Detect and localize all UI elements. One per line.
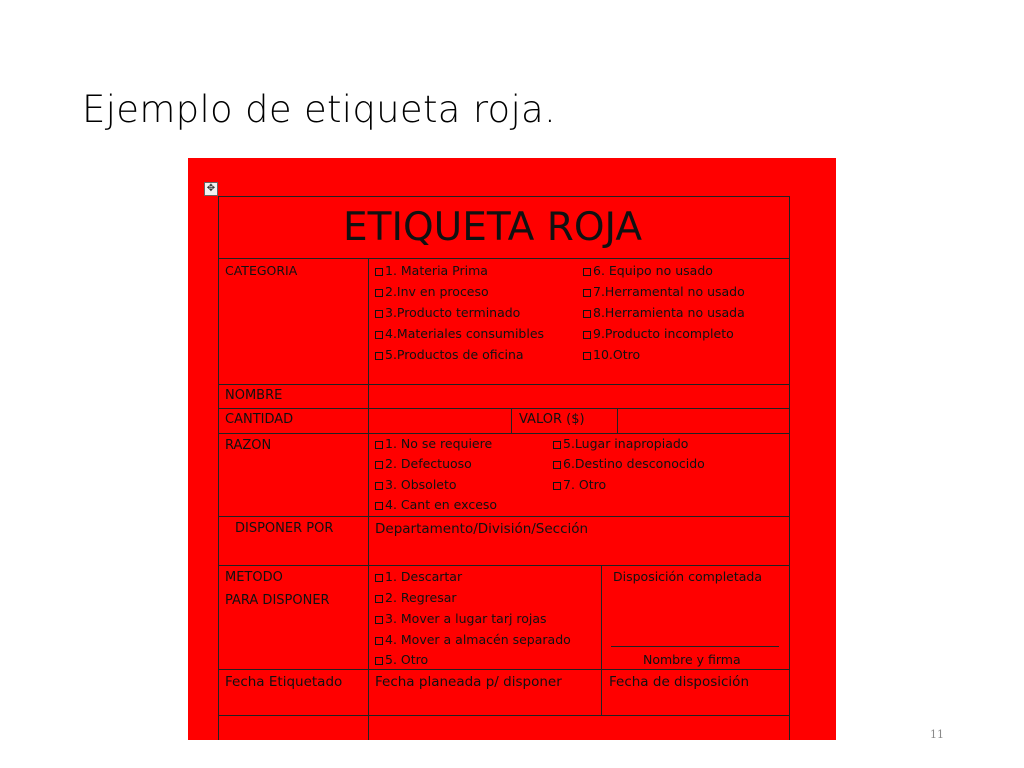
razon-option[interactable]: 1. No se requiere [375,436,492,451]
categoria-row [219,259,789,385]
categoria-label: CATEGORIA [225,263,298,278]
categoria-option[interactable]: 10.Otro [583,347,640,362]
razon-option[interactable]: 7. Otro [553,477,606,492]
empty-row [219,716,789,740]
divider [511,409,512,433]
categoria-option[interactable]: 2.Inv en proceso [375,284,489,299]
categoria-option[interactable]: 5.Productos de oficina [375,347,524,362]
categoria-option[interactable]: 1. Materia Prima [375,263,488,278]
title-row [219,197,789,259]
divider [601,566,602,669]
razon-option[interactable]: 5.Lugar inapropiado [553,436,688,451]
cantidad-label: CANTIDAD [225,412,294,427]
metodo-label-cell [219,566,369,669]
move-icon[interactable]: ✥ [204,182,218,196]
metodo-option[interactable]: 4. Mover a almacén separado [375,632,571,647]
divider [617,409,618,433]
metodo-row [219,566,789,670]
nombre-row [219,385,789,409]
disponer-row [219,517,789,566]
disponer-value: Departamento/División/Sección [375,521,589,537]
razon-option[interactable]: 4. Cant en exceso [375,497,497,512]
fechas-row [219,670,789,716]
signature-line [611,646,779,647]
fecha-planeada-label: Fecha planeada p/ disponer [375,674,562,690]
metodo-label: METODO [225,570,283,585]
metodo-label-line2: PARA DISPONER [225,593,330,608]
disponer-label-cell [219,517,369,565]
cantidad-row [219,409,789,434]
red-tag-form [218,196,790,740]
divider [601,670,602,715]
nombre-label: NOMBRE [225,388,283,403]
red-tag-panel [188,158,836,740]
disponer-label: DISPONER POR [235,521,334,536]
categoria-label-cell [219,259,369,384]
categoria-option[interactable]: 7.Herramental no usado [583,284,745,299]
cantidad-label-cell [219,409,369,433]
empty-label-cell [219,716,369,740]
metodo-option[interactable]: 1. Descartar [375,569,462,584]
razon-option[interactable]: 2. Defectuoso [375,456,472,471]
categoria-option[interactable]: 6. Equipo no usado [583,263,713,278]
fecha-etiquetado-cell [219,670,369,715]
categoria-option[interactable]: 4.Materiales consumibles [375,326,544,341]
fecha-etiquetado-label: Fecha Etiquetado [225,674,343,690]
metodo-option[interactable]: 5. Otro [375,652,428,667]
categoria-option[interactable]: 8.Herramienta no usada [583,305,745,320]
razon-label: RAZON [225,438,272,453]
nombre-firma-label: Nombre y firma [643,652,741,667]
razon-row [219,434,789,517]
metodo-option[interactable]: 2. Regresar [375,590,457,605]
disposicion-completada-label: Disposición completada [613,569,763,584]
categoria-option[interactable]: 9.Producto incompleto [583,326,734,341]
razon-option[interactable]: 6.Destino desconocido [553,456,705,471]
page-number: 11 [930,728,944,741]
razon-label-cell [219,434,369,516]
tag-title: ETIQUETA ROJA [343,205,643,250]
slide-title: Ejemplo de etiqueta roja. [82,88,557,131]
valor-label: VALOR ($) [519,412,585,427]
fecha-disposicion-label: Fecha de disposición [609,674,749,690]
metodo-option[interactable]: 3. Mover a lugar tarj rojas [375,611,547,626]
categoria-option[interactable]: 3.Producto terminado [375,305,520,320]
razon-option[interactable]: 3. Obsoleto [375,477,457,492]
nombre-label-cell [219,385,369,408]
